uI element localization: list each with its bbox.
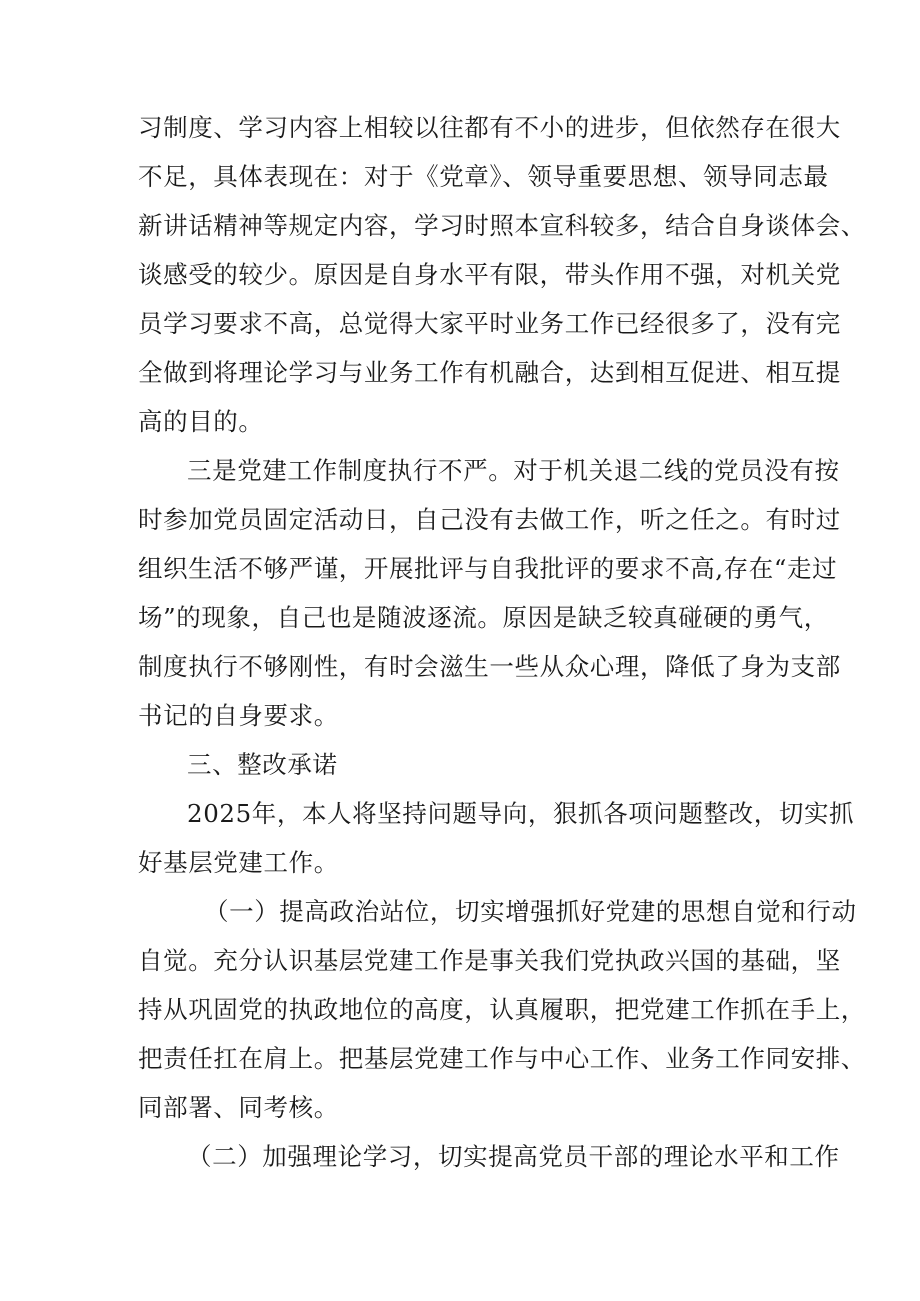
text-line: （一）提高政治站位，切实增强抓好党建的思想自觉和行动: [204, 897, 857, 926]
text-line: 三是党建工作制度执行不严。对于机关退二线的党员没有按: [187, 456, 840, 485]
paragraph-political-position: [138, 887, 866, 1132]
text-line: 把责任扛在肩上。把基层党建工作与中心工作、业务工作同安排、: [138, 1044, 866, 1073]
text-line: 自觉。充分认识基层党建工作是事关我们党执政兴国的基础，坚: [138, 946, 841, 975]
text-line: 时参加党员固定活动日，自己没有去做工作，听之任之。有时过: [138, 505, 841, 534]
text-line: 持从巩固党的执政地位的高度，认真履职，把党建工作抓在手上，: [138, 995, 866, 1024]
text-line: 同部署、同考核。: [138, 1093, 339, 1122]
text-line: 书记的自身要求。: [138, 701, 339, 730]
text-line: 新讲话精神等规定内容，学习时照本宣科较多，结合自身谈体会、: [138, 211, 866, 240]
text-line: 员学习要求不高，总觉得大家平时业务工作已经很多了，没有完: [138, 309, 841, 338]
paragraph-system-enforcement: [138, 446, 841, 740]
text-line: 组织生活不够严谨，开展批评与自我批评的要求不高,存在“走过: [138, 554, 838, 583]
document-body: [138, 103, 866, 1181]
text-line: 2025年，本人将坚持问题导向，狠抓各项问题整改，切实抓: [187, 799, 855, 828]
text-line: 习制度、学习内容上相较以往都有不小的进步，但依然存在很大: [138, 113, 841, 142]
text-line: 场”的现象，自己也是随波逐流。原因是缺乏较真碰硬的勇气，: [138, 603, 829, 632]
paragraph-study-shortcomings: [138, 103, 866, 446]
text-line: 全做到将理论学习与业务工作有机融合，达到相互促进、相互提: [138, 358, 841, 387]
text-line: （二）加强理论学习，切实提高党员干部的理论水平和工作: [187, 1142, 840, 1171]
text-line: 制度执行不够刚性，有时会滋生一些从众心理，降低了身为支部: [138, 652, 841, 681]
paragraph-2025-commitment: [138, 789, 855, 887]
text-line: 好基层党建工作。: [138, 848, 339, 877]
text-line: 谈感受的较少。原因是自身水平有限，带头作用不强，对机关党: [138, 260, 841, 289]
text-line: 高的目的。: [138, 407, 264, 436]
paragraph-theory-study: [138, 1132, 840, 1181]
text-line: 不足，具体表现在：对于《党章》、领导重要思想、领导同志最: [138, 162, 829, 191]
section-heading-text: 三、整改承诺: [187, 750, 338, 779]
section-heading: [138, 740, 798, 789]
